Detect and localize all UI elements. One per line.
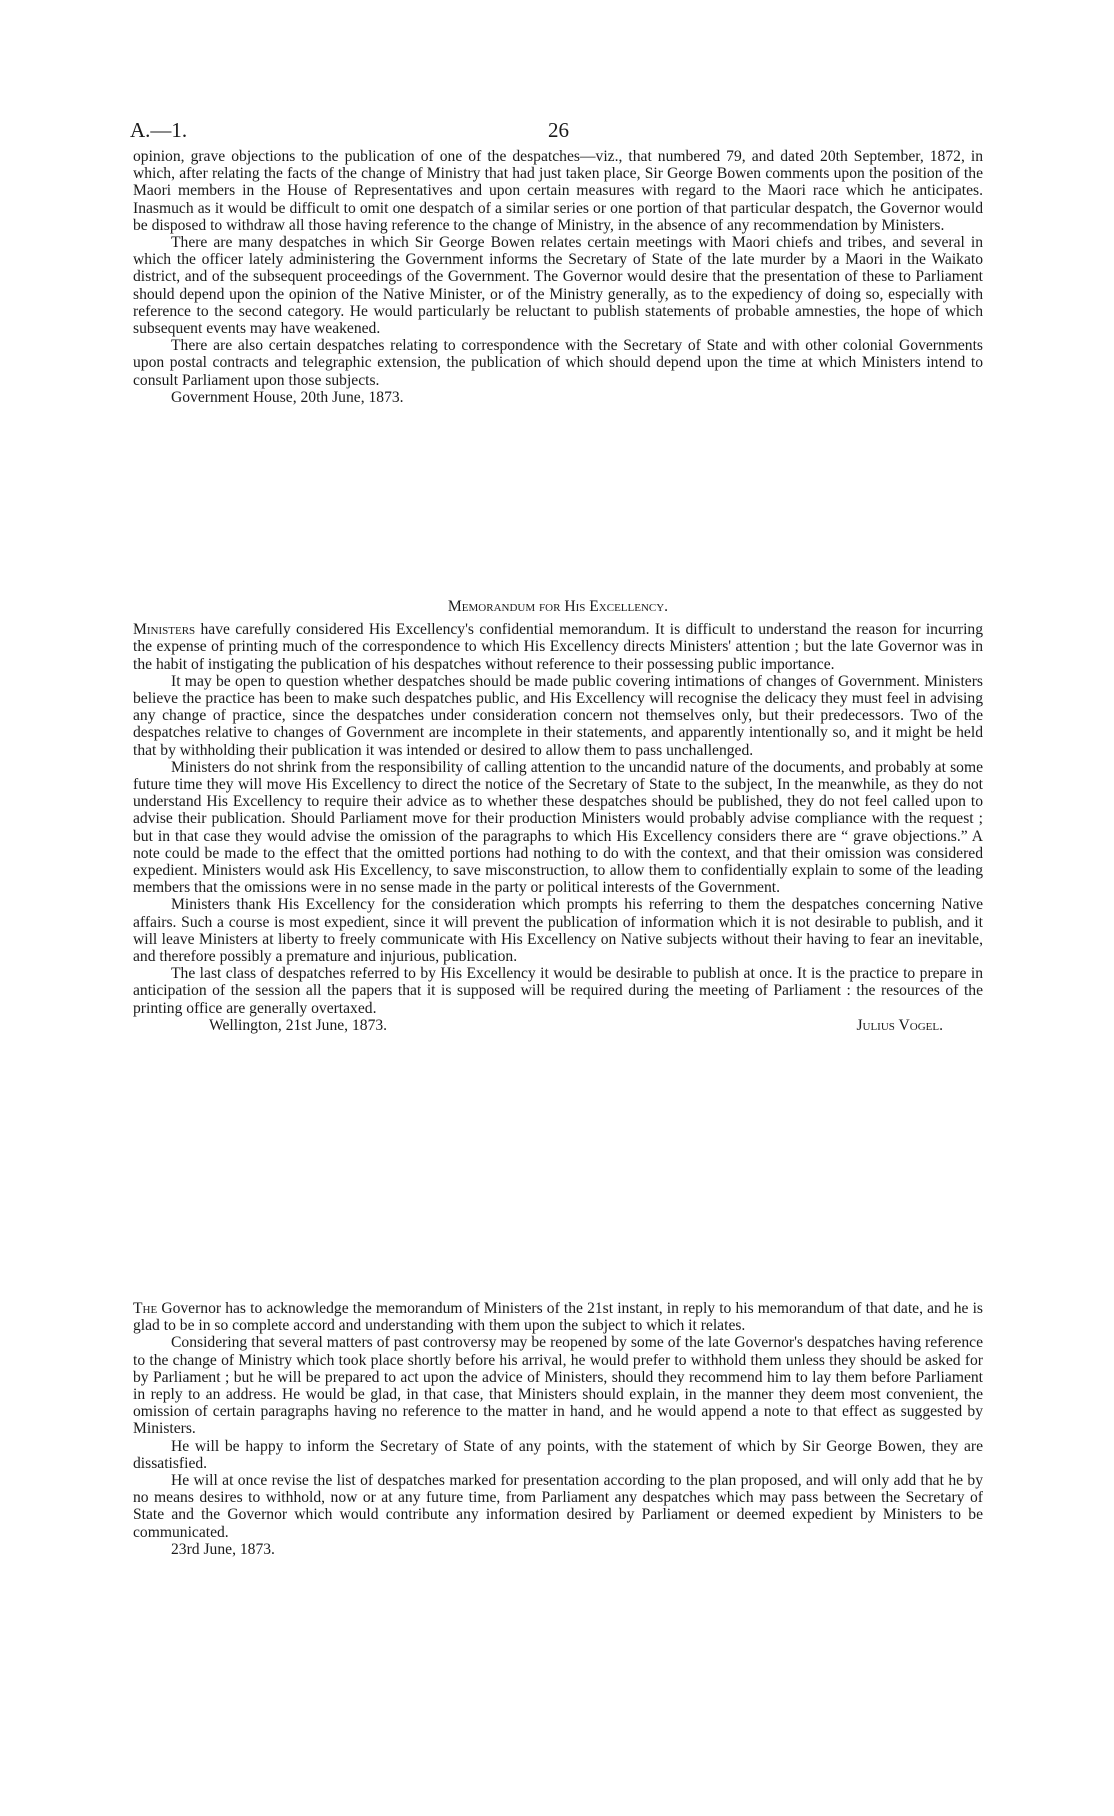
paragraph: There are also certain despatches relating to correspondence with the Secretary of State and with other colonial Governments upon postal contracts and telegraphic extension, the publication of which should depend upon the time at which Ministers intend to consult Parliament upon those subjects. xyxy=(133,337,983,389)
page-number: 26 xyxy=(548,118,569,142)
governor-memorandum-continued xyxy=(133,148,983,406)
paragraph-text: have carefully considered His Excellency's confidential memorandum. It is difficult to understand the reason for incurring the expense of printing much of the correspondence to which His Excellency directs Ministers' attention ; but the late Governor was in the habit of instigating the publication of his despatches without reference to their possessing public importance. xyxy=(133,621,983,673)
paragraph: Ministers do not shrink from the responsibility of calling attention to the uncandid nature of the documents, and probably at some future time they will move His Excellency to direct the notice of the Secretary of State to the subject, In the meanwhile, as they do not understand His Excellency to require their advice as to whether these despatches should be published, they do not feel called upon to advise their publication. Should Parliament move for their production Ministers would probably advise compliance with the request ; but in that case they would advise the omission of the paragraphs to which His Excellency considers there are “ grave objections.” A note could be made to the effect that the omitted portions had nothing to do with the context, and that their omission was considered expedient. Ministers would ask His Excellency, to save misconstruction, to allow them to confidentially explain to some of the leading members that the omissions were in no sense made in the party or political interests of the Government. xyxy=(133,758,983,897)
parliamentary-paper-reference: A.—1. xyxy=(130,118,188,142)
paragraph: Considering that several matters of past controversy may be reopened by some of the late Governor's despatches having reference to the change of Ministry which took place shortly before his arrival, he would prefer to withhold them unless they should be asked for by Parliament ; but he will be prepared to act upon the advice of Ministers, should they recommend him to lay them before Parliament in reply to an address. He would be glad, in that case, that Ministers should explain, in the manner they deem most convenient, the omission of certain paragraphs having no reference to the matter in hand, and he would append a note to that effect as suggested by Ministers. xyxy=(133,1334,983,1438)
paragraph: He will be happy to inform the Secretary of State of any points, with the statement of which by Sir George Bowen, they are dissatisfied. xyxy=(133,1437,983,1472)
signature: Julius Vogel. xyxy=(856,1016,943,1034)
paragraph: It may be open to question whether despatches should be made public covering intimations of changes of Government. Ministers believe the practice has been to make such despatches public, and His Excellency will recognise the delicacy they must feel in advising any change of practice, since the despatches under consideration concern not themselves only, but their predecessors. Two of the despatches relative to changes of Government are incomplete in their statements, and apparently intentionally so, and it might be held that by withholding their publication it was intended or desired to allow them to pass unchallenged. xyxy=(133,672,983,759)
paragraph xyxy=(133,621,983,673)
paragraph: Ministers thank His Excellency for the consideration which prompts his referring to them the despatches concerning Native affairs. Such a course is most expedient, since it will prevent the publication of information which it is not desirable to publish, and it will leave Ministers at liberty to freely communicate with His Excellency on Native subjects without their having to fear an inevitable, and therefore possibly a premature and injurious, publication. xyxy=(133,896,983,966)
paragraph: There are many despatches in which Sir George Bowen relates certain meetings with Maori chiefs and tribes, and several in which the officer lately administering the Government informs the Secretary of State of the late murder by a Maori in the Waikato district, and of the subsequent proceedings of the Government. The Governor would desire that the presentation of these to Parliament should depend upon the opinion of the Native Minister, or of the Ministry generally, as to the expediency of doing so, especially with reference to the second category. He would particularly be reluctant to publish statements of probable amnesties, the hope of which subsequent events may have weakened. xyxy=(133,234,983,338)
signoff-date: Wellington, 21st June, 1873. xyxy=(209,1016,388,1034)
paragraph: opinion, grave objections to the publication of one of the despatches—viz., that numbered 79, and dated 20th September, 1872, in which, after relating the facts of the change of Ministry that had just taken place, Sir George Bowen comments upon the position of the Maori members in the House of Representatives and upon certain measures with regard to the Maori race which he anticipates. Inasmuch as it would be difficult to omit one despatch of a similar series or one portion of that particular despatch, the Governor would be disposed to withdraw all those having reference to the change of Ministry, in the absence of any recommendation by Ministers. xyxy=(133,148,983,234)
paragraph: The last class of despatches referred to by His Excellency it would be desirable to publish at once. It is the practice to prepare in anticipation of the session all the papers that it is supposed will be required during the meeting of Parliament : the resources of the printing office are generally overtaxed. xyxy=(133,965,983,1017)
paragraph: He will at once revise the list of despatches marked for presentation according to the plan proposed, and will only add that he by no means desires to withhold, now or at any future time, from Parliament any despatches which may pass between the Secretary of State and the Governor which would contribute any information desired by Parliament or deemed expedient by Ministers to be communicated. xyxy=(133,1472,983,1541)
paragraph xyxy=(133,1300,983,1334)
ministers-memorandum xyxy=(133,598,983,1034)
memorandum-heading: Memorandum for His Excellency. xyxy=(447,598,669,615)
signoff-date: Government House, 20th June, 1873. xyxy=(171,388,404,406)
paragraph-text: Governor has to acknowledge the memorandum of Ministers of the 21st instant, in reply to his memorandum of that date, and he is glad to be in so complete accord and understanding with them upon the subject to which it relates. xyxy=(133,1300,983,1335)
lead-word: The xyxy=(133,1300,158,1317)
governor-reply xyxy=(133,1300,983,1558)
signoff-row xyxy=(133,1017,983,1034)
signoff-date: 23rd June, 1873. xyxy=(171,1540,275,1558)
lead-word: Ministers xyxy=(133,621,196,639)
